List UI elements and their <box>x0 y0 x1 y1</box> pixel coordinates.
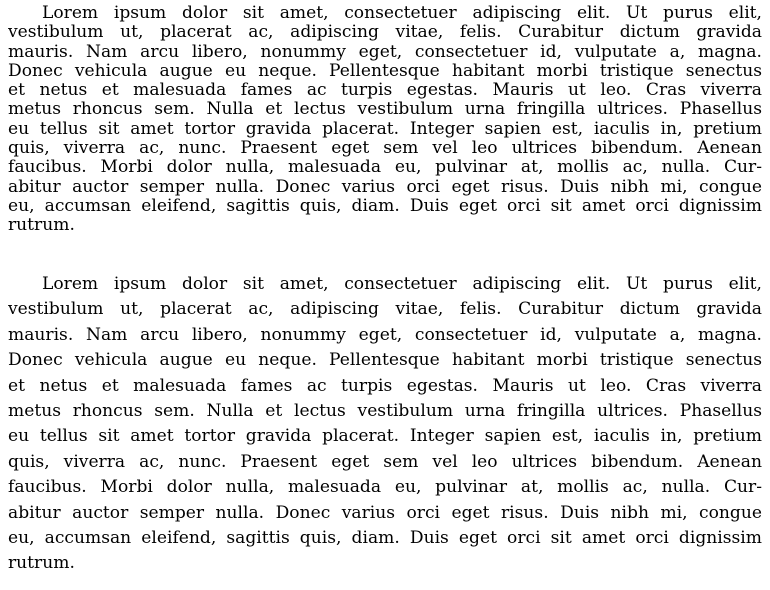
text-line: eu tellus sit amet tortor gravida placerat. Integer sapien est, iaculis in, pretium <box>8 426 762 447</box>
text-line: mauris. Nam arcu libero, nonummy eget, consectetuer id, vulputate a, magna. <box>8 42 762 62</box>
document-page <box>8 4 762 574</box>
paragraph-1 <box>8 4 762 236</box>
text-line: metus rhoncus sem. Nulla et lectus vestibulum urna fringilla ultrices. Phasellus <box>8 400 762 421</box>
text-line: Donec vehicula augue eu neque. Pellentesque habitant morbi tristique senectus <box>8 61 762 81</box>
text-line: Lorem ipsum dolor sit amet, consectetuer adipiscing elit. Ut purus elit, <box>42 274 762 294</box>
text-line: faucibus. Morbi dolor nulla, malesuada eu, pulvinar at, mollis ac, nulla. Cur- <box>8 477 762 498</box>
text-line: vestibulum ut, placerat ac, adipiscing vitae, felis. Curabitur dictum gravida <box>8 23 762 43</box>
text-line: vestibulum ut, placerat ac, adipiscing vitae, felis. Curabitur dictum gravida <box>8 299 762 320</box>
text-line: eu tellus sit amet tortor gravida placerat. Integer sapien est, iaculis in, pretium <box>8 119 762 139</box>
text-line: rutrum. <box>8 553 75 574</box>
text-line: et netus et malesuada fames ac turpis egestas. Mauris ut leo. Cras viverra <box>8 81 762 101</box>
text-line: quis, viverra ac, nunc. Praesent eget sem vel leo ultrices bibendum. Aenean <box>8 139 762 159</box>
text-line: metus rhoncus sem. Nulla et lectus vestibulum urna fringilla ultrices. Phasellus <box>8 100 762 120</box>
text-line: rutrum. <box>8 216 75 236</box>
text-line: eu, accumsan eleifend, sagittis quis, diam. Duis eget orci sit amet orci dignissim <box>8 196 762 216</box>
paragraph-2 <box>8 272 762 577</box>
text-line: abitur auctor semper nulla. Donec varius orci eget risus. Duis nibh mi, congue <box>8 502 762 523</box>
text-line: abitur auctor semper nulla. Donec varius orci eget risus. Duis nibh mi, congue <box>8 177 762 197</box>
text-line: Lorem ipsum dolor sit amet, consectetuer adipiscing elit. Ut purus elit, <box>42 4 762 23</box>
text-line: quis, viverra ac, nunc. Praesent eget sem vel leo ultrices bibendum. Aenean <box>8 451 762 472</box>
text-line: Donec vehicula augue eu neque. Pellentesque habitant morbi tristique senectus <box>8 350 762 371</box>
text-line: faucibus. Morbi dolor nulla, malesuada eu, pulvinar at, mollis ac, nulla. Cur- <box>8 158 762 178</box>
text-line: et netus et malesuada fames ac turpis egestas. Mauris ut leo. Cras viverra <box>8 375 762 396</box>
text-line: mauris. Nam arcu libero, nonummy eget, consectetuer id, vulputate a, magna. <box>8 324 762 345</box>
text-line: eu, accumsan eleifend, sagittis quis, diam. Duis eget orci sit amet orci dignissim <box>8 527 762 548</box>
